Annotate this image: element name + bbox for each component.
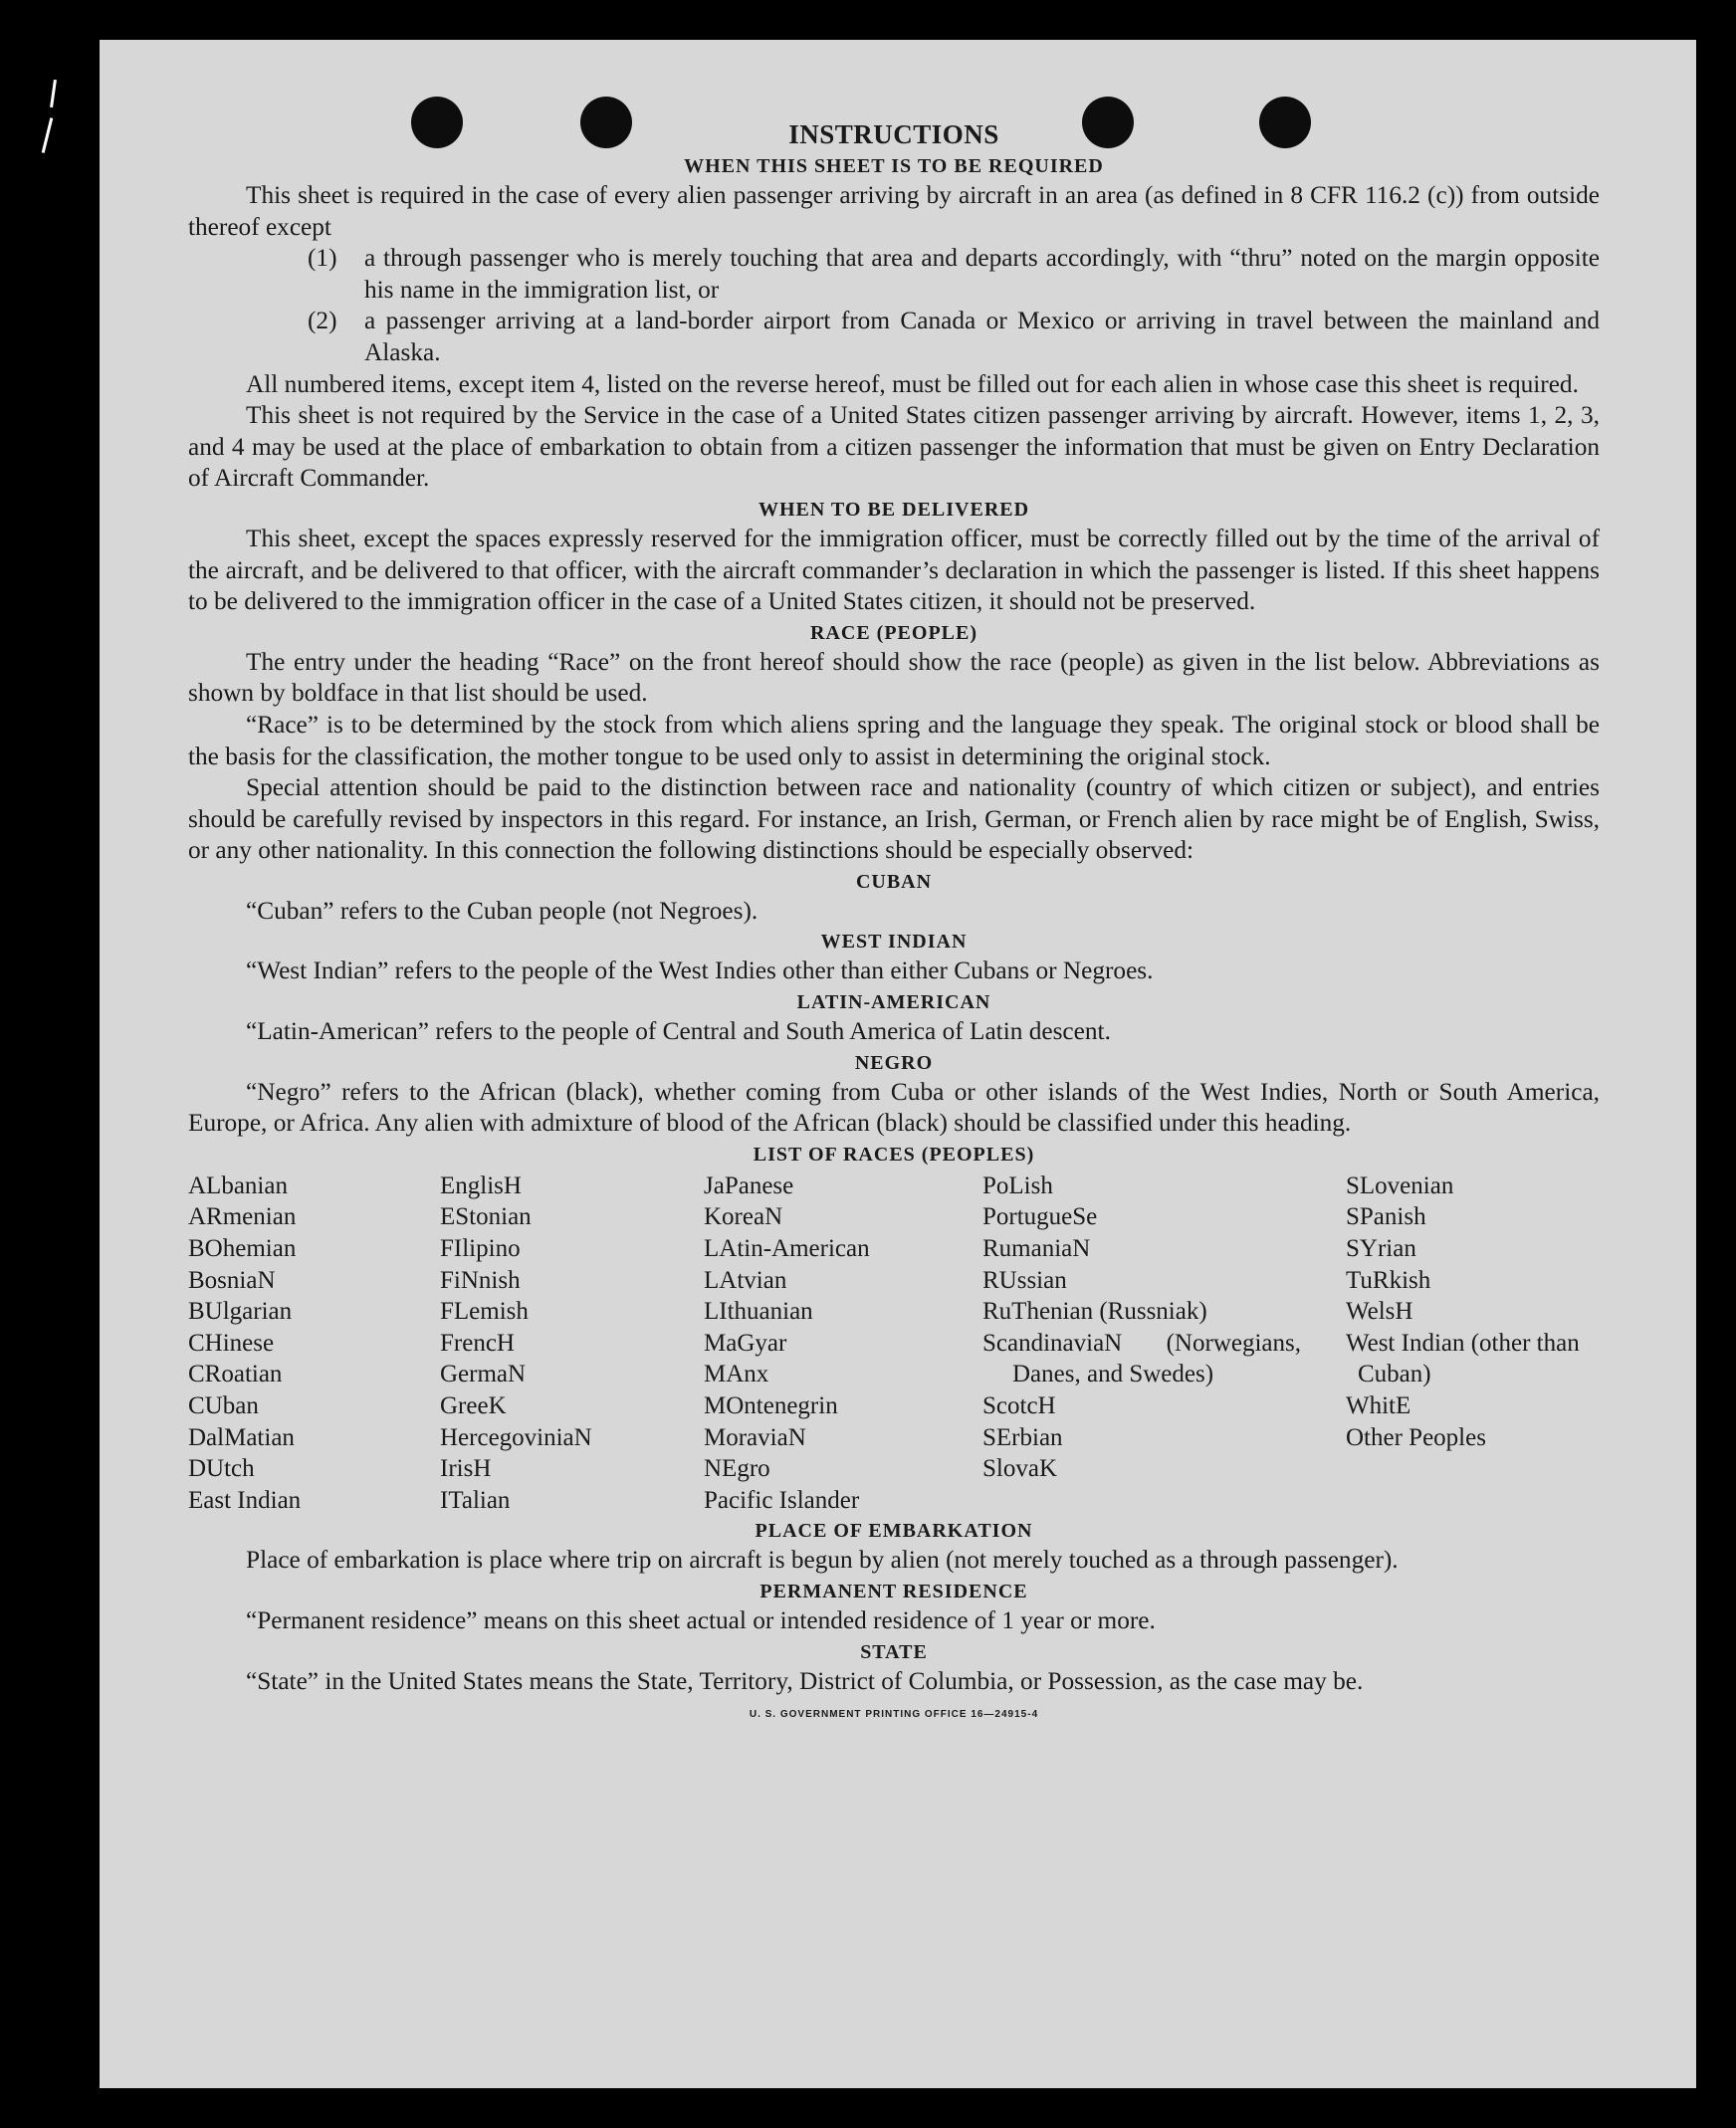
- document-page: [100, 40, 1696, 2088]
- section-heading: CUBAN: [855, 870, 933, 893]
- race-entry: MAnx: [704, 1361, 769, 1388]
- race-entry: FLemish: [440, 1298, 529, 1326]
- paragraph: “State” in the United States means the State, Territory, District of Columbia, or Possession, as the case may be.: [246, 1666, 1364, 1695]
- paragraph: Special attention should be paid to the distinction between race and nationality (country of which citizen or subject), and entries should be carefully revised by inspectors in this regard. For instance, an Irish, German, or French alien by race might be of English, Swiss, or any other nationality. In this connection the following distinctions should be especially observed:: [188, 773, 1600, 865]
- race-entry: RuThenian (Russniak): [982, 1298, 1207, 1326]
- race-entry: JaPanese: [704, 1171, 794, 1199]
- section-heading: WHEN THIS SHEET IS TO BE REQUIRED: [684, 155, 1104, 177]
- printer-imprint: U. S. GOVERNMENT PRINTING OFFICE 16—24915-4: [749, 1709, 1039, 1721]
- section-heading: PERMANENT RESIDENCE: [760, 1580, 1028, 1602]
- race-entry: WhitE: [1346, 1392, 1411, 1419]
- races-list: [188, 1170, 1600, 1517]
- race-entry: EStonian: [440, 1203, 532, 1231]
- races-column: [440, 1170, 704, 1517]
- race-entry: MaGyar: [704, 1329, 787, 1357]
- race-entry: LIthuanian: [704, 1298, 813, 1326]
- race-entry: FrencH: [440, 1329, 515, 1357]
- paragraph: This sheet is not required by the Service in the case of a United States citizen passenger arriving by aircraft. However, items 1, 2, 3, and 4 may be used at the place of embarkation to obtain from a citizen passenger the information that must be given on Entry Declaration of Aircraft Commander.: [188, 401, 1600, 493]
- paragraph: “West Indian” refers to the people of the West Indies other than either Cubans or Negroes.: [246, 957, 1154, 985]
- paragraph: “Negro” refers to the African (black), whether coming from Cuba or other islands of the West Indies, North or South America, Europe, or Africa. Any alien with admixture of blood of the African (black) should be classified under this heading.: [188, 1077, 1600, 1138]
- race-entry: LAtin-American: [704, 1235, 870, 1263]
- paragraph: This sheet is required in the case of every alien passenger arriving by aircraft in an area (as defined in 8 CFR 116.2 (c)) from outside thereof except: [188, 181, 1600, 241]
- races-column: [188, 1170, 440, 1517]
- item-text: a passenger arriving at a land-border airport from Canada or Mexico or arriving in travel between the mainland and Alaska.: [364, 307, 1600, 366]
- race-entry: SYrian: [1346, 1235, 1416, 1263]
- race-entry: West Indian (other than Cuban): [1346, 1329, 1580, 1388]
- race-entry: BosniaN: [188, 1266, 276, 1294]
- paragraph: “Latin-American” refers to the people of Central and South America of Latin descent.: [246, 1017, 1111, 1046]
- race-entry: NEgro: [704, 1455, 770, 1483]
- item-number: (2): [308, 307, 337, 335]
- race-entry: FIlipino: [440, 1235, 521, 1263]
- race-entry: LAtvian: [704, 1266, 787, 1294]
- race-entry: DalMatian: [188, 1423, 295, 1451]
- paragraph: “Cuban” refers to the Cuban people (not Negroes).: [246, 896, 759, 925]
- race-entry: SErbian: [982, 1423, 1063, 1451]
- race-entry: Other Peoples: [1346, 1423, 1486, 1451]
- race-entry: PortugueSe: [982, 1203, 1098, 1231]
- race-entry: TuRkish: [1346, 1266, 1431, 1294]
- race-entry: SLovenian: [1346, 1171, 1454, 1199]
- race-entry: RUssian: [982, 1266, 1067, 1294]
- race-entry: SPanish: [1346, 1203, 1426, 1231]
- paragraph: Place of embarkation is place where trip on aircraft is begun by alien (not merely touched as a through passenger).: [246, 1546, 1399, 1575]
- section-heading: WEST INDIAN: [820, 931, 968, 954]
- race-entry: ALbanian: [188, 1171, 288, 1199]
- races-column: [704, 1170, 982, 1517]
- section-heading: NEGRO: [854, 1051, 934, 1074]
- race-entry: PoLish: [982, 1171, 1053, 1199]
- race-entry: BUlgarian: [188, 1298, 293, 1326]
- race-entry: ITalian: [440, 1486, 511, 1514]
- section-heading: LIST OF RACES (PEOPLES): [753, 1143, 1035, 1166]
- page-title: INSTRUCTIONS: [788, 119, 999, 149]
- race-entry: HercegoviniaN: [440, 1423, 592, 1451]
- scan-mark: [42, 117, 54, 153]
- race-entry: EnglisH: [440, 1171, 522, 1199]
- race-entry: IrisH: [440, 1455, 492, 1483]
- item-number: (1): [308, 244, 337, 273]
- race-entry: CRoatian: [188, 1361, 283, 1388]
- race-entry: GermaN: [440, 1361, 527, 1388]
- scan-mark: [50, 80, 57, 107]
- race-entry: GreeK: [440, 1392, 507, 1419]
- section-heading: WHEN TO BE DELIVERED: [758, 498, 1030, 521]
- section-heading: STATE: [860, 1640, 928, 1663]
- race-entry: SlovaK: [982, 1455, 1057, 1483]
- race-entry: RumaniaN: [982, 1235, 1091, 1263]
- race-entry: East Indian: [188, 1486, 302, 1514]
- race-entry: WelsH: [1346, 1298, 1413, 1326]
- item-text: a through passenger who is merely touching that area and departs accordingly, with “thru” noted on the margin opposite his name in the immigration list, or: [364, 244, 1600, 304]
- race-entry: DUtch: [188, 1455, 255, 1483]
- section-heading: LATIN-AMERICAN: [796, 991, 991, 1014]
- paragraph: This sheet, except the spaces expressly reserved for the immigration officer, must be correctly filled out by the time of the arrival of the aircraft, and be delivered to that officer, with the aircraft commander’s declaration in which the passenger is listed. If this sheet happens to be delivered to the immigration officer in the case of a United States citizen, it should not be preserved.: [188, 524, 1600, 616]
- race-entry: CHinese: [188, 1329, 275, 1357]
- section-heading: PLACE OF EMBARKATION: [755, 1520, 1033, 1543]
- race-entry: ARmenian: [188, 1203, 297, 1231]
- race-entry: BOhemian: [188, 1235, 297, 1263]
- section-heading: RACE (PEOPLE): [810, 621, 977, 644]
- list-item: [188, 243, 1600, 306]
- list-item: [188, 306, 1600, 368]
- race-entry: MoraviaN: [704, 1423, 806, 1451]
- races-column: [1346, 1170, 1600, 1517]
- document-body: [188, 117, 1600, 1725]
- paragraph: All numbered items, except item 4, listed on the reverse hereof, must be filled out for each alien in whose case this sheet is required.: [246, 369, 1579, 398]
- paragraph: “Race” is to be determined by the stock from which aliens spring and the language they speak. The original stock or blood shall be the basis for the classification, the mother tongue to be used only to assist in determining the original stock.: [188, 710, 1600, 770]
- paragraph: The entry under the heading “Race” on the front hereof should show the race (people) as given in the list below. Abbreviations as shown by boldface in that list should be used.: [188, 647, 1600, 708]
- race-entry: ScandinaviaN (Norwegians, Danes, and Swedes): [982, 1329, 1301, 1388]
- race-entry: MOntenegrin: [704, 1392, 838, 1419]
- paragraph: “Permanent residence” means on this sheet actual or intended residence of 1 year or more.: [246, 1605, 1156, 1634]
- race-entry: KoreaN: [704, 1203, 783, 1231]
- race-entry: CUban: [188, 1392, 259, 1419]
- races-column: [982, 1170, 1346, 1517]
- race-entry: ScotcH: [982, 1392, 1056, 1419]
- race-entry: FiNnish: [440, 1266, 521, 1294]
- race-entry: Pacific Islander: [704, 1486, 860, 1514]
